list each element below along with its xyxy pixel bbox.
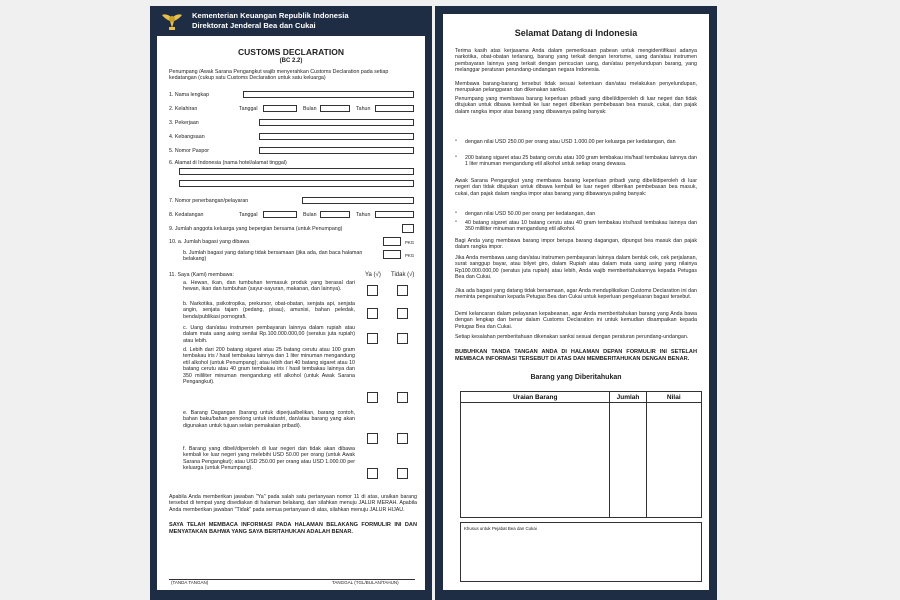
no-column-header: Tidak (√) bbox=[391, 272, 415, 278]
back-bullet-4: 40 batang sigaret atau 10 batang cerutu atau 40 gram tembakau iris/hasil tembakau lainnya dan 350 mililiter minuman mengandung etil alkohol. bbox=[465, 220, 697, 233]
birth-year-input[interactable] bbox=[375, 105, 414, 112]
back-paragraph-7: Jika ada bagasi yang datang tidak bersamaan, agar Anda mendupliksikan Customs Declaration ini dan meminta pengesahan kepada Petugas Bea dan Cukai untuk keperluan pengeluaran bagasi tersebut. bbox=[455, 288, 697, 301]
directorate-name: Direktorat Jenderal Bea dan Cukai bbox=[192, 21, 316, 30]
unaccompanied-baggage-input[interactable] bbox=[383, 250, 401, 259]
description-cell[interactable] bbox=[461, 403, 610, 518]
label-arrival-month: Bulan bbox=[303, 212, 317, 218]
item-e-yes-checkbox[interactable] bbox=[367, 433, 378, 444]
nationality-input[interactable] bbox=[259, 133, 414, 140]
form-title: CUSTOMS DECLARATION bbox=[238, 47, 344, 57]
goods-table bbox=[460, 391, 702, 518]
arrival-day-input[interactable] bbox=[263, 211, 297, 218]
back-sheet bbox=[443, 14, 709, 590]
item-b-yes-checkbox[interactable] bbox=[367, 308, 378, 319]
officer-only-box bbox=[460, 522, 702, 582]
label-arrival: 8. Kedatangan bbox=[169, 212, 204, 218]
back-paragraph-9: Setiap kesalahan pemberitahuan dikenakan sanksi sesuai dengan peraturan perundang-undangan. bbox=[455, 334, 689, 340]
item-e-text: e. Barang Dagangan (barang untuk diperjualbelikan, barang contoh, bahan baku/bahan penolong untuk industri, dan/atau barang yang akan digunakan untuk tujuan selain pemakaian pribadi). bbox=[183, 410, 355, 429]
back-paragraph-2: Membawa barang-barang tersebut tidak sesuai ketentuan dan/atau melakukan penyelundupan, merupakan pelanggaran dan dikenakan sanksi. bbox=[455, 81, 697, 94]
occupation-input[interactable] bbox=[259, 119, 414, 126]
item-c-yes-checkbox[interactable] bbox=[367, 333, 378, 344]
date-label: TANGGAL (TGL/BULAN/TAHUN) bbox=[332, 580, 399, 585]
back-paragraph-1: Terima kasih atas kerjasama Anda dalam pemeriksaan pabean untuk mengidentifikasi adanya narkotika, obat-obatan terlarang, barang yang terkait dengan terorisme, uang dan/atau instrumen pembayaran lainnya yang terkait dengan pencucian uang, dan/atau penyelundupan barang, yang melanggar peraturan perundang-undangan negara Indonesia. bbox=[455, 48, 697, 74]
item-e-no-checkbox[interactable] bbox=[397, 433, 408, 444]
back-signature-reminder: BUBUHKAN TANDA TANGAN ANDA DI HALAMAN DEPAN FORMULIR INI SETELAH MEMBACA INFORMASI TERSEBUT DI ATAS DAN MEMBERITAHUKAN DENGAN BENAR. bbox=[455, 349, 697, 362]
flight-number-input[interactable] bbox=[302, 197, 414, 204]
item-b-text: b. Narkotika, psikotropika, prekursor, obat-obatan, senjata api, senjata angin, senjata tajam (pedang, pisau), amunisi, bahan peledak, benda/publikasi pornografi. bbox=[183, 301, 355, 320]
birth-day-input[interactable] bbox=[263, 105, 297, 112]
label-nationality: 4. Kebangsaan bbox=[169, 134, 205, 140]
arrival-year-input[interactable] bbox=[375, 211, 414, 218]
passport-input[interactable] bbox=[259, 147, 414, 154]
item-f-text: f. Barang yang dibeli/diperoleh di luar negeri dan tidak akan dibawa kembali ke luar negeri yang melebihi USD 50.00 per orang (untuk Awak Sarana Pengangkut); atau USD 250.00 per orang atau USD 1.000.00 per keluarga (untuk Penumpang). bbox=[183, 446, 355, 472]
full-name-input[interactable] bbox=[243, 91, 414, 98]
officer-only-label: Khusus untuk Pejabat Bea dan Cukai bbox=[464, 526, 537, 531]
ministry-name: Kementerian Keuangan Republik Indonesia bbox=[192, 11, 349, 20]
form-code: (BC 2.2) bbox=[279, 58, 303, 64]
yes-column-header: Ya (√) bbox=[365, 272, 381, 278]
value-cell[interactable] bbox=[646, 403, 701, 518]
customs-form-back bbox=[435, 6, 717, 600]
goods-table-row[interactable] bbox=[461, 403, 702, 518]
back-paragraph-5: Bagi Anda yang membawa barang impor berupa barang dagangan, dipungut bea masuk dan pajak dalam rangka impor. bbox=[455, 238, 697, 251]
signature-label: (TANDA TANGAN) bbox=[171, 580, 209, 585]
label-month: Bulan bbox=[303, 106, 317, 112]
pkg-unit: PKG bbox=[405, 240, 415, 245]
welcome-title: Selamat Datang di Indonesia bbox=[514, 28, 638, 38]
label-baggage: 10. a. Jumlah bagasi yang dibawa bbox=[169, 239, 250, 245]
form-intro: Penumpang /Awak Sarana Pengangkut wajib menyerahkan Customs Declaration pada setiap kedatangan (cukup satu Customs Declaration untuk satu keluarga) bbox=[169, 69, 389, 82]
item-c-no-checkbox[interactable] bbox=[397, 333, 408, 344]
item-f-no-checkbox[interactable] bbox=[397, 468, 408, 479]
col-quantity: Jumlah bbox=[610, 392, 646, 403]
label-address: 6. Alamat di Indonesia (nama hotel/alamat tinggal) bbox=[169, 160, 287, 166]
item-a-yes-checkbox[interactable] bbox=[367, 285, 378, 296]
label-arrival-day: Tanggal bbox=[239, 212, 258, 218]
back-paragraph-3: Penumpang yang membawa barang keperluan pribadi yang dibeli/diperoleh di luar negeri dan tidak ditujukan untuk dibawa kembali ke luar negeri diberikan pembebasan bea masuk, cukai, dan pajak dalam rangka impor atas barang yang dibawanya paling banyak: bbox=[455, 96, 697, 115]
back-paragraph-8: Demi kelancaran dalam pelayanan kepabeanan, agar Anda memberitahukan barang yang Anda bawa dengan lengkap dan benar dalam Customs Declaration ini untuk kemudian disampaikan kepada Petugas Bea dan Cukai. bbox=[455, 311, 697, 330]
item-c-text: c. Uang dan/atau instrumen pembayaran lainnya dalam rupiah atau dalam mata uang asing senilai Rp.100.000.000,00 (seratus juta rupiah) atau lebih. bbox=[183, 325, 355, 344]
pkg-unit-2: PKG bbox=[405, 253, 415, 258]
item-a-text: a. Hewan, ikan, dan tumbuhan termasuk produk yang berasal dari hewan, ikan dan tumbuhan (sayur-sayuran, makanan, dan lainnya). bbox=[183, 280, 355, 293]
bullet-4-icon: ▫ bbox=[455, 219, 457, 225]
back-bullet-2: 200 batang sigaret atau 25 batang cerutu atau 100 gram tembakau iris/hasil tembakau lainnya dan 1 liter minuman mengandung etil alkohol untuk setiap orang dewasa. bbox=[465, 155, 697, 168]
item-d-no-checkbox[interactable] bbox=[397, 392, 408, 403]
back-bullet-3: dengan nilai USD 50.00 per orang per kedatangan, dan bbox=[465, 211, 596, 217]
declaration-statement: SAYA TELAH MEMBACA INFORMASI PADA HALAMAN BELAKANG FORMULIR INI DAN MENYATAKAN BAHWA YANG SAYA BERITAHUKAN ADALAH BENAR. bbox=[169, 522, 417, 535]
back-bullet-1: dengan nilai USD 250.00 per orang atau USD 1.000.00 per keluarga per kedatangan, dan bbox=[465, 139, 676, 145]
bullet-2-icon: ▫ bbox=[455, 154, 457, 160]
label-i-carry: 11. Saya (Kami) membawa: bbox=[169, 272, 234, 278]
back-paragraph-6: Jika Anda membawa uang dan/atau instrumen pembayaran lainnya dalam bentuk cek, cek perjalanan, surat sanggup bayar, atau bilyet giro, dalam Rupiah atau dalam mata uang asing yang nilainya Rp100.000.000,00 (seratus juta rupiah) atau lebih, Anda wajib memberitahukannya kepada Petugas Bea dan Cukai. bbox=[455, 255, 697, 281]
label-family-count: 9. Jumlah anggota keluarga yang bepergian bersama (untuk Penumpang) bbox=[169, 226, 343, 232]
channel-instructions: Apabila Anda memberikan jawaban "Ya" pada salah satu pertanyaan nomor 11 di atas, uraikan barang tersebut di tempat yang disediakan di halaman belakang, dan silahkan menuju JALUR MERAH. Apabila Anda memberikan jawaban "Tidak" pada semua pertanyaan di atas, silahkan menuju JALUR HIJAU. bbox=[169, 494, 417, 513]
label-year: Tahun bbox=[356, 106, 371, 112]
arrival-month-input[interactable] bbox=[320, 211, 350, 218]
col-description: Uraian Barang bbox=[461, 392, 610, 403]
label-birth: 2. Kelahiran bbox=[169, 106, 198, 112]
goods-table-header-row bbox=[461, 392, 702, 403]
address-input-line-2[interactable] bbox=[179, 180, 414, 187]
birth-month-input[interactable] bbox=[320, 105, 350, 112]
baggage-count-input[interactable] bbox=[383, 237, 401, 246]
label-full-name: 1. Nama lengkap bbox=[169, 92, 210, 98]
col-value: Nilai bbox=[646, 392, 701, 403]
quantity-cell[interactable] bbox=[610, 403, 646, 518]
address-input-line-1[interactable] bbox=[179, 168, 414, 175]
bullet-1-icon: ▫ bbox=[455, 138, 457, 144]
item-b-no-checkbox[interactable] bbox=[397, 308, 408, 319]
item-a-no-checkbox[interactable] bbox=[397, 285, 408, 296]
label-passport: 5. Nomor Paspor bbox=[169, 148, 210, 154]
label-flight: 7. Nomor penerbangan/pelayaran bbox=[169, 198, 249, 204]
form-sheet bbox=[157, 36, 425, 590]
customs-form-front bbox=[150, 6, 432, 600]
label-arrival-year: Tahun bbox=[356, 212, 371, 218]
label-occupation: 3. Pekerjaan bbox=[169, 120, 199, 126]
form-header bbox=[150, 6, 432, 36]
item-d-yes-checkbox[interactable] bbox=[367, 392, 378, 403]
item-d-text: d. Lebih dari 200 batang sigaret atau 25 batang cerutu atau 100 gram tembakau iris / hasil tembakau lainnya dan 1 liter minuman mengandung etil alkohol (untuk Penumpang); atau lebih dari 40 batang sigaret atau 10 batang cerutu atau 40 gram tembakau iris / hasil tembakau lainnya dan 350 mililiter minuman mengandung etil alkohol (untuk Awak Sarana Pengangkut). bbox=[183, 347, 355, 386]
back-paragraph-4: Awak Sarana Pengangkut yang membawa barang keperluan pribadi yang dibeli/diperoleh di luar negeri dan tidak ditujukan untuk dibawa kembali ke luar negeri diberikan pembebasan bea masuk, cukai, dan pajak dalam rangka impor atas barang yang dibawanya paling banyak: bbox=[455, 178, 697, 197]
label-day: Tanggal bbox=[239, 106, 258, 112]
customs-emblem-icon bbox=[160, 10, 184, 32]
goods-table-title: Barang yang Diberitahukan bbox=[530, 374, 622, 381]
bullet-3-icon: ▫ bbox=[455, 210, 457, 216]
label-unaccompanied-baggage: b. Jumlah bagasi yang datang tidak bersamaan (jika ada, dan baca halaman belakang) bbox=[183, 250, 363, 263]
family-count-input[interactable] bbox=[402, 224, 414, 233]
item-f-yes-checkbox[interactable] bbox=[367, 468, 378, 479]
